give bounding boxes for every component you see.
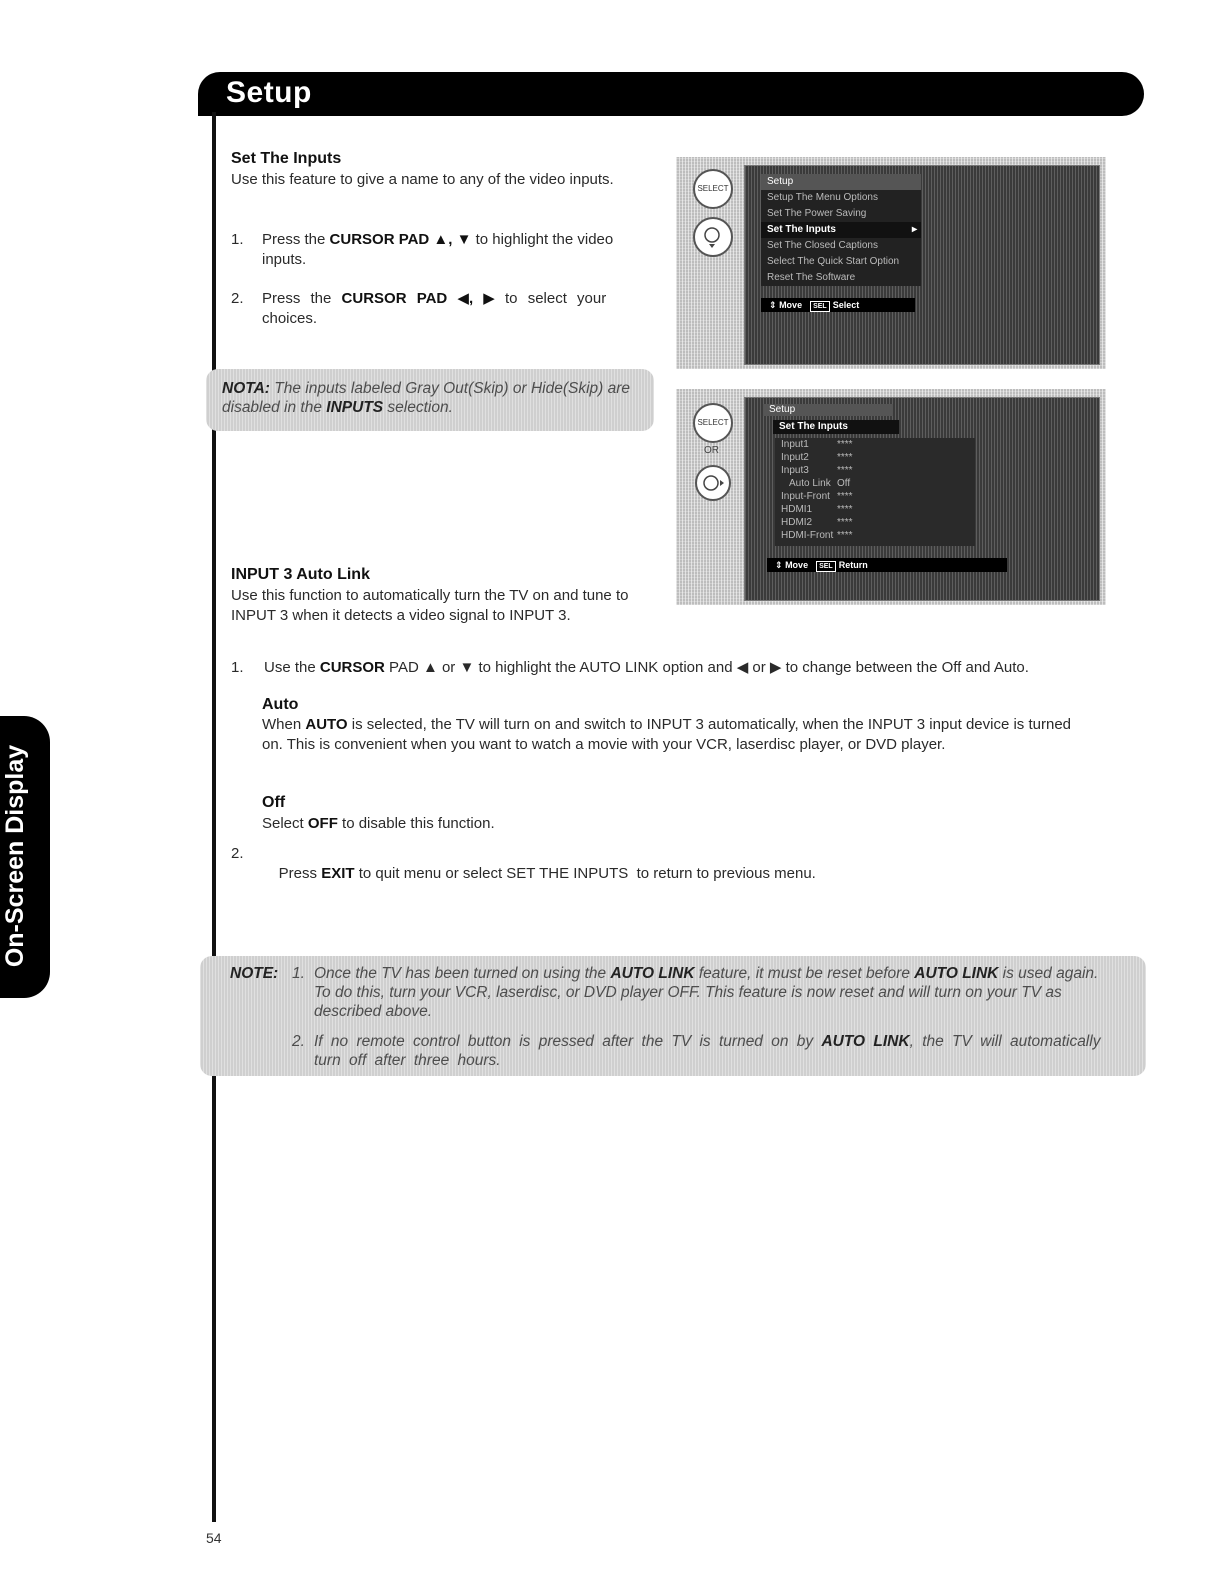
note-bold: AUTO LINK: [914, 965, 999, 982]
header-banner: [198, 72, 1144, 116]
nota-bold: INPUTS: [326, 399, 384, 416]
step-text: Press the: [262, 231, 330, 248]
nota-text-end: selection.: [383, 399, 453, 416]
select-button-icon: SELECT: [693, 169, 733, 209]
left-margin-rule: [212, 112, 216, 1522]
set-inputs-heading: Set The Inputs: [231, 150, 342, 167]
nota-box: [206, 369, 654, 431]
move-arrows-icon: ⇕: [769, 300, 777, 310]
screenshot-inputs-menu: [676, 389, 1106, 605]
step-text: PAD ▲ or ▼ to highlight the AUTO LINK option and ◀ or ▶ to change between the Off and Auto.: [384, 659, 1029, 676]
menu-title: Setup: [763, 404, 893, 416]
nota-text: The inputs labeled Gray Out(Skip) or Hide(Skip) are disabled in the: [222, 380, 631, 416]
step-text: to quit menu or select SET THE INPUTS to return to previous menu.: [354, 865, 816, 882]
note-box: [200, 956, 1146, 1076]
step-bold: CURSOR: [319, 659, 385, 676]
auto-link-step-1: [231, 658, 1136, 678]
side-tab-label: On-Screen Display: [1, 744, 29, 968]
menu-title: Setup: [761, 174, 921, 190]
cursor-pad-icon: [693, 217, 733, 257]
input-row: Input2 ****: [781, 452, 853, 463]
off-bold: OFF: [307, 815, 338, 832]
step-text: Use the: [264, 659, 320, 676]
off-heading: Off: [262, 794, 286, 811]
page-number: 54: [206, 1530, 222, 1546]
note-bold: AUTO LINK: [610, 965, 695, 982]
menu-item: Select The Quick Start Option: [767, 256, 900, 267]
input-row: Input1 ****: [781, 439, 853, 450]
screenshot-setup-menu: [676, 157, 1106, 369]
input-row: HDMI-Front ****: [781, 530, 853, 541]
arrow-right-icon: ▸: [911, 224, 917, 235]
set-inputs-step-1: [231, 230, 661, 270]
note-label: NOTE:: [230, 965, 279, 982]
input-row-auto-link: Auto Link Off: [789, 478, 851, 489]
auto-link-step-2: [231, 844, 1136, 904]
input-row: Input-Front ****: [781, 491, 853, 502]
move-arrows-icon: ⇕: [775, 560, 783, 570]
select-button-icon: SELECT: [693, 403, 733, 443]
step-bold: EXIT: [321, 865, 355, 882]
step-text: to select your choices.: [262, 290, 607, 327]
auto-bold: AUTO: [305, 716, 348, 733]
or-label: OR: [704, 445, 719, 456]
auto-link-heading: INPUT 3 Auto Link: [231, 566, 370, 583]
note-bold: AUTO LINK: [821, 1033, 910, 1050]
menu-item: Reset The Software: [767, 272, 856, 283]
menu-item: Setup The Menu Options: [767, 192, 878, 203]
side-tab: [0, 716, 50, 998]
step-text: to highlight the video inputs.: [262, 231, 614, 268]
set-inputs-intro: Use this feature to give a name to any of the video inputs.: [231, 171, 614, 188]
step-number: 2.: [231, 290, 244, 307]
set-inputs-step-2: [231, 289, 656, 329]
auto-link-intro: Use this function to automatically turn the TV on and tune to INPUT 3 when it detects a video signal to INPUT 3.: [231, 587, 629, 624]
input-row: HDMI1 ****: [781, 504, 853, 515]
setup-menu-panel: [761, 174, 921, 286]
off-description: Select OFF to disable this function.: [262, 815, 495, 832]
auto-description: When AUTO is selected, the TV will turn on and switch to INPUT 3 automatically, when the INPUT 3 input device is turned on. This is convenient when you want to watch a movie with your VCR, laserdisc player, or DVD player.: [262, 716, 1071, 753]
tv-screen: [744, 397, 1100, 601]
input-row: HDMI2 ****: [781, 517, 853, 528]
step-number: 2.: [231, 845, 244, 862]
step-number: 1.: [231, 659, 244, 676]
menu-footer: ⇕ Move SEL Select: [761, 298, 915, 312]
menu-item: Set The Closed Captions: [767, 240, 878, 251]
inputs-submenu-panel: [773, 420, 899, 434]
step-number: 1.: [231, 231, 244, 248]
cursor-pad-glyph-icon: [695, 219, 731, 255]
inputs-list: [775, 438, 975, 546]
cursor-pad-right-icon: [697, 467, 729, 499]
sel-chip-icon: SEL: [810, 301, 830, 312]
page-title: Setup: [226, 76, 312, 109]
step-text: Press the: [262, 290, 342, 307]
cursor-pad-icon: [695, 465, 731, 501]
menu-item: Set The Power Saving: [767, 208, 867, 219]
step-bold: CURSOR PAD ▲, ▼: [329, 231, 472, 248]
note-item-1: 1. Once the TV has been turned on using the AUTO LINK feature, it must be reset before AUTO LINK is used again. To do this, turn your VCR, laserdisc, or DVD player OFF. This feature is now reset and will turn on your TV as described above.: [292, 965, 1099, 1020]
note-item-2: 2. If no remote control button is pressed after the TV is turned on by AUTO LINK, the TV will automatically turn off after three hours.: [292, 1033, 1101, 1069]
nota-label: NOTA:: [222, 380, 270, 397]
submenu-title: Set The Inputs: [773, 420, 899, 434]
step-bold: CURSOR PAD ◀, ▶: [341, 290, 495, 307]
tv-screen: [744, 165, 1100, 365]
sel-chip-icon: SEL: [816, 561, 836, 572]
step-text: Press: [278, 865, 322, 882]
menu-item-selected: Set The Inputs ▸: [761, 222, 921, 238]
input-row: Input3 ****: [781, 465, 853, 476]
setup-menu-panel: [763, 404, 893, 416]
auto-heading: Auto: [262, 696, 299, 713]
menu-footer: ⇕ Move SEL Return: [767, 558, 1007, 572]
